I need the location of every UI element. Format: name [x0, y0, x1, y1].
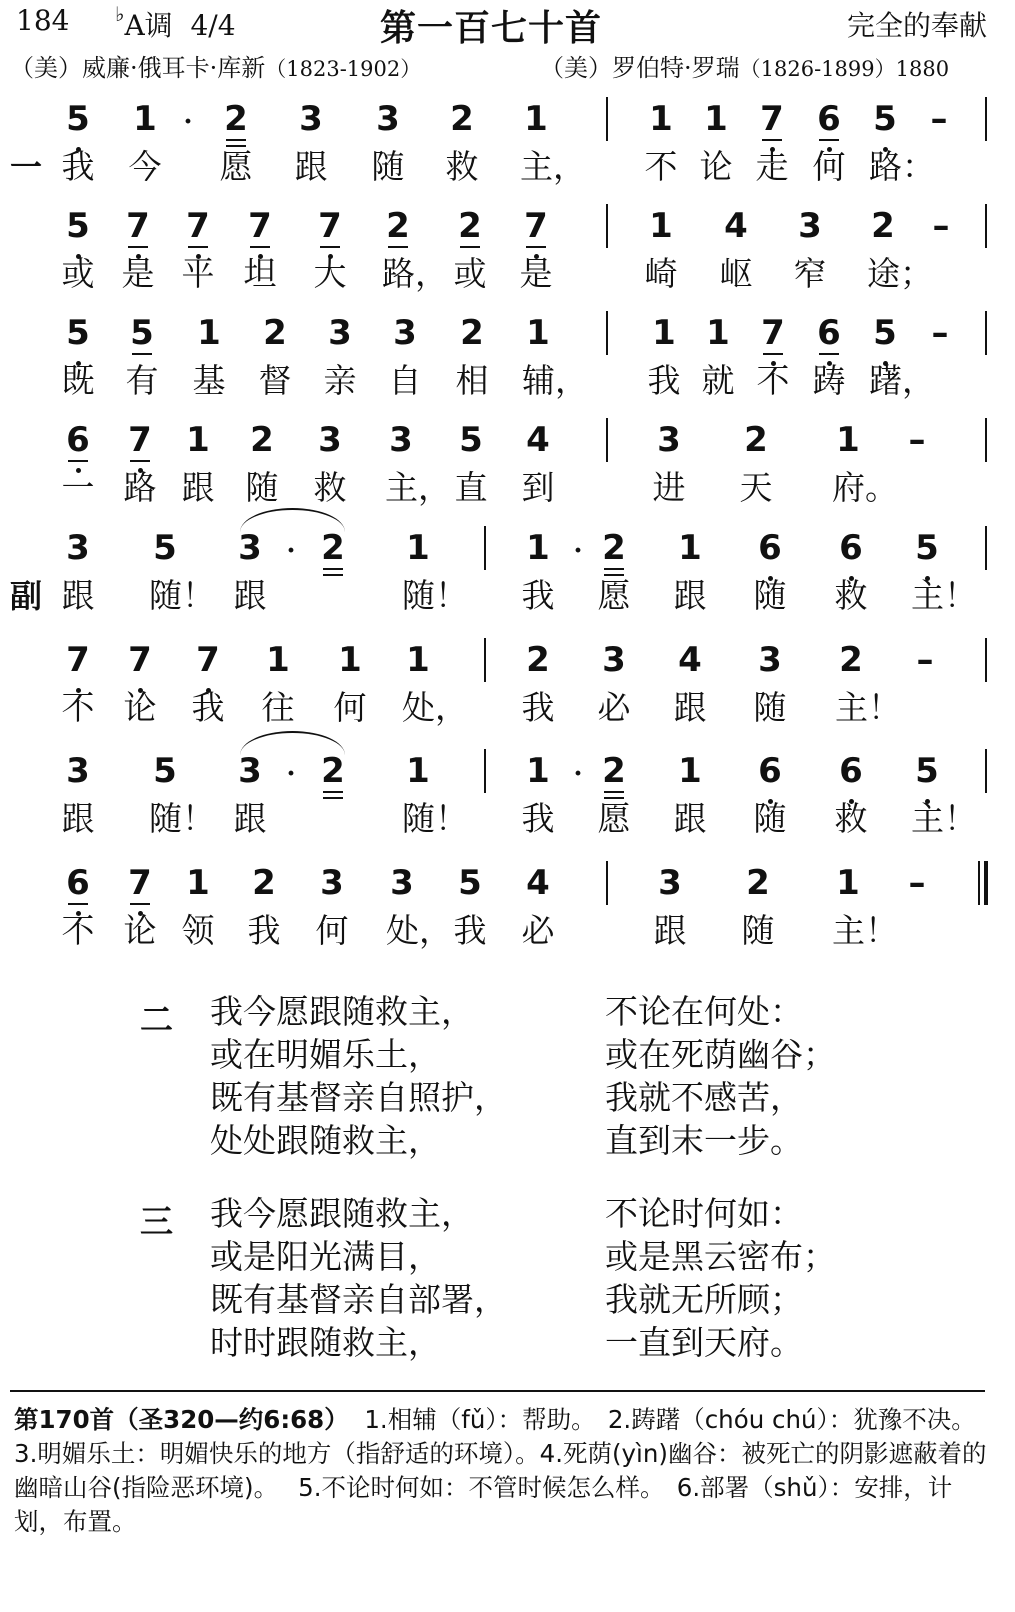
footnote-text: 1.相辅（fǔ）：帮助。 2.踌躇（chóu chú）：犹豫不决。 3.明媚乐土：明媚快乐的地方（指舒适的环境）。4.死荫(yìn)幽谷：被死亡的阴影遮蔽着的幽暗山谷(指险恶环境)。 5.不论时何如：不管时候怎么样。 6.部署（shǔ）：安排，计划，布置。 — [14, 1405, 987, 1536]
lyric-syllable: 必 — [597, 688, 631, 727]
note: 4 — [678, 640, 702, 680]
lyric-syllable: 不 — [644, 147, 678, 186]
lyric-syllable: 论 — [699, 147, 733, 186]
lyric-syllable: 躇， — [869, 361, 935, 400]
lyric-syllable: 主！ — [911, 576, 977, 615]
lyric-syllable: 主！ — [835, 688, 901, 727]
note: 3 — [238, 528, 262, 568]
verse-line: 不论在何处： — [605, 992, 803, 1031]
note: 7 — [178, 206, 218, 246]
verse-line: 或在明媚乐土， — [210, 1035, 441, 1074]
lyric-syllable: 随 — [753, 688, 787, 727]
note: 6 — [750, 751, 790, 791]
lyric-syllable: 主， — [520, 147, 586, 186]
note: 1 — [266, 640, 290, 680]
note: 5 — [122, 313, 162, 353]
note: 7 — [58, 640, 98, 680]
note: 3 — [758, 640, 782, 680]
bar-line — [606, 861, 608, 905]
note: 4 — [526, 863, 550, 903]
lyric-syllable: 是 — [121, 254, 155, 293]
lyric-syllable: 今 — [128, 147, 162, 186]
note: 1 — [836, 863, 860, 903]
note: 2 — [839, 640, 863, 680]
lyric-syllable: 府。 — [832, 468, 898, 507]
lyric-syllable: 跟 — [673, 576, 707, 615]
dotted-rhythm-dot: · — [285, 757, 296, 790]
lyric-syllable: 途； — [867, 254, 933, 293]
note: 2 — [450, 206, 490, 246]
note-extension: – — [908, 420, 926, 460]
note: 2 — [594, 751, 634, 791]
music-system — [0, 309, 1015, 414]
music-system — [0, 95, 1015, 200]
lyric-syllable: 愿 — [597, 799, 631, 838]
note: 6 — [809, 313, 849, 353]
composer-name: （美）罗伯特·罗瑞 — [540, 54, 740, 82]
key-label: A调 — [124, 9, 173, 42]
music-system — [0, 416, 1015, 521]
lyric-syllable: 随！ — [149, 799, 215, 838]
note: 5 — [58, 99, 98, 139]
lyricist-years: （1823-1902） — [265, 57, 422, 81]
lyric-syllable: 坦 — [243, 254, 277, 293]
key-signature — [115, 1, 236, 44]
chorus-label: 副 — [10, 577, 43, 615]
lyric-syllable: 领 — [181, 911, 215, 950]
lyric-syllable: 我 — [521, 799, 555, 838]
note: 7 — [516, 206, 556, 246]
flat-sign: ♭ — [115, 1, 125, 26]
verse-line: 处处跟随救主， — [210, 1121, 441, 1160]
final-bar-line — [978, 861, 986, 905]
lyric-syllable: 我 — [647, 361, 681, 400]
lyric-syllable: 处， — [386, 911, 452, 950]
bar-line — [985, 97, 987, 141]
note: 2 — [526, 640, 550, 680]
bar-line — [985, 526, 987, 570]
lyricist-name: （美）威廉·俄耳卡·库新 — [10, 54, 266, 82]
note: 3 — [328, 313, 352, 353]
note: 6 — [750, 528, 790, 568]
lyric-syllable: 随 — [371, 147, 405, 186]
note: 1 — [704, 99, 728, 139]
lyric-syllable: 我 — [247, 911, 281, 950]
bar-line — [484, 749, 486, 793]
note: 6 — [58, 420, 98, 460]
note: 1 — [197, 313, 221, 353]
note: 2 — [746, 863, 770, 903]
note: 6 — [831, 528, 871, 568]
lyric-syllable: 路， — [382, 254, 448, 293]
lyric-syllable: 跟 — [233, 799, 267, 838]
note: 1 — [649, 99, 673, 139]
note: 6 — [831, 751, 871, 791]
lyric-syllable: 救 — [445, 147, 479, 186]
hymn-header — [0, 0, 1015, 80]
verse-line: 一直到天府。 — [605, 1323, 803, 1362]
note: 1 — [652, 313, 676, 353]
lyric-syllable: 是 — [519, 254, 553, 293]
lyric-syllable: 到 — [521, 468, 555, 507]
lyric-syllable: 救 — [834, 576, 868, 615]
verse-line: 或是黑云密布； — [605, 1237, 836, 1276]
note-extension: – — [916, 640, 934, 680]
lyric-syllable: 窄 — [793, 254, 827, 293]
note: 3 — [389, 420, 413, 460]
lyric-syllable: 跟 — [653, 911, 687, 950]
bar-line — [484, 638, 486, 682]
verse-line: 我就无所顾； — [605, 1280, 803, 1319]
verse-number: 三 — [140, 1202, 173, 1241]
note: 7 — [752, 99, 792, 139]
note: 2 — [594, 528, 634, 568]
note: 5 — [153, 751, 177, 791]
note: 3 — [657, 420, 681, 460]
bar-line — [606, 418, 608, 462]
composer-years: （1826-1899）1880 — [739, 57, 950, 81]
note: 5 — [58, 206, 98, 246]
lyric-syllable: 自 — [388, 361, 422, 400]
lyric-syllable: 岖 — [719, 254, 753, 293]
bar-line — [985, 749, 987, 793]
bar-line — [606, 311, 608, 355]
note: 5 — [865, 99, 905, 139]
note: 1 — [649, 206, 673, 246]
note: 7 — [188, 640, 228, 680]
note-extension: – — [908, 863, 926, 903]
lyric-syllable: 辅， — [522, 361, 588, 400]
music-system — [0, 859, 1015, 964]
lyric-syllable: 主！ — [911, 799, 977, 838]
note: 7 — [118, 206, 158, 246]
note: 5 — [458, 863, 482, 903]
lyric-syllable: 论 — [123, 911, 157, 950]
bar-line — [606, 204, 608, 248]
verse-line: 我就不感苦， — [605, 1078, 803, 1117]
note: 3 — [798, 206, 822, 246]
lyric-syllable: 何 — [812, 147, 846, 186]
note: 5 — [865, 313, 905, 353]
note: 2 — [313, 751, 353, 791]
verse-line: 我今愿跟随救主， — [210, 992, 474, 1031]
lyric-syllable: 何 — [315, 911, 349, 950]
lyric-syllable: 主， — [385, 468, 451, 507]
lyric-syllable: 崎 — [644, 254, 678, 293]
note-extension: – — [930, 99, 948, 139]
note: 2 — [744, 420, 768, 460]
note: 1 — [678, 528, 702, 568]
lyric-syllable: 就 — [701, 361, 735, 400]
lyric-syllable: 跟 — [61, 799, 95, 838]
note: 3 — [390, 863, 414, 903]
lyric-syllable: 路 — [123, 468, 157, 507]
lyric-syllable: 基 — [192, 361, 226, 400]
note: 3 — [238, 751, 262, 791]
lyric-syllable: 平 — [181, 254, 215, 293]
lyric-syllable: 必 — [521, 911, 555, 950]
music-system — [0, 524, 1015, 629]
note: 3 — [658, 863, 682, 903]
verse-line: 或在死荫幽谷； — [605, 1035, 836, 1074]
lyric-syllable: 我 — [61, 147, 95, 186]
lyric-syllable: 一 — [61, 468, 95, 507]
note: 7 — [120, 420, 160, 460]
note: 5 — [58, 313, 98, 353]
lyric-syllable: 主！ — [832, 911, 898, 950]
note: 5 — [153, 528, 177, 568]
bar-line — [606, 97, 608, 141]
lyric-syllable: 往 — [261, 688, 295, 727]
dotted-rhythm-dot: · — [285, 534, 296, 567]
note: 1 — [186, 420, 210, 460]
lyric-syllable: 天 — [739, 468, 773, 507]
note: 1 — [836, 420, 860, 460]
lyric-syllable: 跟 — [181, 468, 215, 507]
note: 2 — [250, 420, 274, 460]
lyric-syllable: 随 — [753, 799, 787, 838]
lyric-syllable: 我 — [521, 688, 555, 727]
note: 3 — [393, 313, 417, 353]
lyric-syllable: 随 — [245, 468, 279, 507]
footnotes — [14, 1403, 992, 1539]
note: 1 — [406, 528, 430, 568]
note: 5 — [459, 420, 483, 460]
verse-line: 时时跟随救主， — [210, 1323, 441, 1362]
bar-line — [985, 204, 987, 248]
lyric-syllable: 随！ — [402, 799, 468, 838]
page-number: 184 — [16, 4, 70, 37]
lyric-syllable: 我 — [191, 688, 225, 727]
verse-line: 我今愿跟随救主， — [210, 1194, 474, 1233]
note: 1 — [186, 863, 210, 903]
lyric-syllable: 有 — [125, 361, 159, 400]
verse-line: 直到末一步。 — [605, 1121, 803, 1160]
note: 1 — [524, 99, 548, 139]
verse-line: 既有基督亲自部署， — [210, 1280, 507, 1319]
note-extension: – — [931, 313, 949, 353]
lyric-syllable: 既 — [61, 361, 95, 400]
lyric-syllable: 不 — [61, 911, 95, 950]
bar-line — [985, 311, 987, 355]
note: 3 — [66, 751, 90, 791]
bar-line — [985, 418, 987, 462]
lyric-syllable: 不 — [756, 361, 790, 400]
lyric-syllable: 随 — [741, 911, 775, 950]
music-system — [0, 636, 1015, 741]
bar-line — [484, 526, 486, 570]
lyric-syllable: 跟 — [673, 799, 707, 838]
note: 1 — [133, 99, 157, 139]
hymn-title: 第一百七十首 — [380, 8, 603, 49]
lyric-syllable: 愿 — [219, 147, 253, 186]
lyric-syllable: 相 — [455, 361, 489, 400]
lyric-syllable: 何 — [333, 688, 367, 727]
dotted-rhythm-dot: · — [182, 105, 193, 138]
note: 7 — [120, 863, 160, 903]
note: 5 — [907, 528, 947, 568]
note: 1 — [526, 528, 550, 568]
note: 1 — [338, 640, 362, 680]
lyric-syllable: 我 — [521, 576, 555, 615]
note: 3 — [66, 528, 90, 568]
lyric-syllable: 论 — [123, 688, 157, 727]
lyric-syllable: 或 — [453, 254, 487, 293]
lyric-syllable: 踌 — [812, 361, 846, 400]
lyric-syllable: 救 — [313, 468, 347, 507]
lyric-syllable: 跟 — [233, 576, 267, 615]
verse-number: 一 — [10, 148, 43, 186]
lyric-syllable: 路： — [869, 147, 935, 186]
note: 4 — [724, 206, 748, 246]
lyric-syllable: 随！ — [149, 576, 215, 615]
lyric-syllable: 督 — [258, 361, 292, 400]
bar-line — [985, 638, 987, 682]
lyric-syllable: 不 — [61, 688, 95, 727]
note: 2 — [216, 99, 256, 139]
note: 2 — [460, 313, 484, 353]
note: 2 — [252, 863, 276, 903]
lyric-syllable: 愿 — [597, 576, 631, 615]
note: 1 — [526, 313, 550, 353]
footnote-heading: 第170首（圣320—约6:68） — [14, 1405, 349, 1434]
note: 1 — [406, 640, 430, 680]
lyric-syllable: 直 — [454, 468, 488, 507]
verse-line: 不论时何如： — [605, 1194, 803, 1233]
note: 2 — [263, 313, 287, 353]
lyric-syllable: 救 — [834, 799, 868, 838]
lyricist-credit — [10, 48, 421, 83]
note: 3 — [376, 99, 400, 139]
lyric-syllable: 跟 — [61, 576, 95, 615]
note: 6 — [58, 863, 98, 903]
music-system — [0, 747, 1015, 852]
note-extension: – — [932, 206, 950, 246]
verse-number: 二 — [140, 1000, 173, 1039]
lyric-syllable: 进 — [652, 468, 686, 507]
note: 6 — [809, 99, 849, 139]
lyric-syllable: 大 — [313, 254, 347, 293]
note: 1 — [678, 751, 702, 791]
note: 2 — [450, 99, 474, 139]
lyric-syllable: 随 — [753, 576, 787, 615]
note: 3 — [320, 863, 344, 903]
lyric-syllable: 跟 — [673, 688, 707, 727]
note: 2 — [313, 528, 353, 568]
lyric-syllable: 或 — [61, 254, 95, 293]
lyric-syllable: 我 — [453, 911, 487, 950]
dotted-rhythm-dot: · — [572, 757, 583, 790]
note: 1 — [706, 313, 730, 353]
verse-line: 或是阳光满目， — [210, 1237, 441, 1276]
dotted-rhythm-dot: · — [572, 534, 583, 567]
note: 3 — [318, 420, 342, 460]
music-system — [0, 202, 1015, 307]
verse-line: 既有基督亲自照护， — [210, 1078, 507, 1117]
note: 7 — [120, 640, 160, 680]
note: 3 — [602, 640, 626, 680]
note: 1 — [526, 751, 550, 791]
note: 3 — [299, 99, 323, 139]
footnote-divider — [10, 1390, 985, 1392]
composer-credit — [540, 48, 949, 83]
note: 2 — [378, 206, 418, 246]
lyric-syllable: 亲 — [323, 361, 357, 400]
note: 4 — [526, 420, 550, 460]
lyric-syllable: 走 — [755, 147, 789, 186]
note: 7 — [753, 313, 793, 353]
note: 7 — [310, 206, 350, 246]
hymn-theme: 完全的奉献 — [846, 9, 987, 42]
lyric-syllable: 跟 — [294, 147, 328, 186]
note: 5 — [907, 751, 947, 791]
note: 2 — [871, 206, 895, 246]
time-signature: 4/4 — [190, 9, 236, 42]
note: 1 — [406, 751, 430, 791]
note: 7 — [240, 206, 280, 246]
lyric-syllable: 处， — [402, 688, 468, 727]
lyric-syllable: 随！ — [402, 576, 468, 615]
